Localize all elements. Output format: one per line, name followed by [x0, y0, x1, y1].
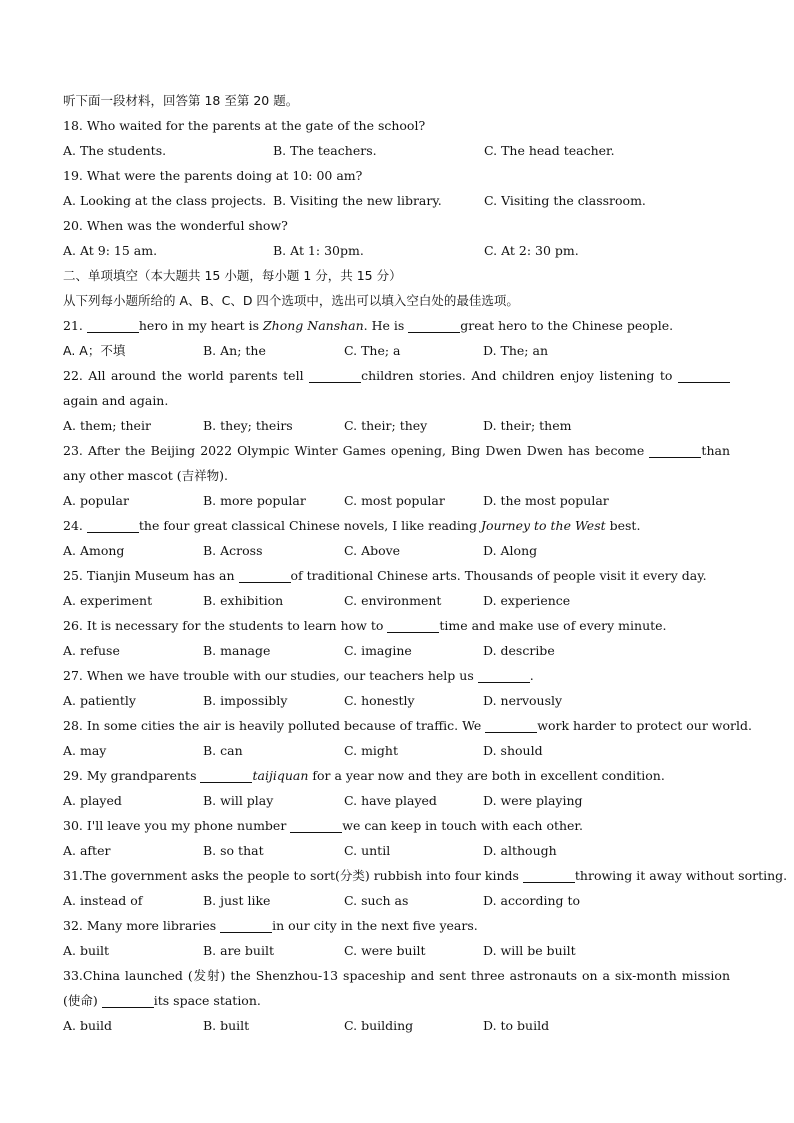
options-30: [63, 838, 730, 863]
question-text: the four great classical Chinese novels, I like reading: [138, 518, 481, 533]
question-text: children stories. And children enjoy listening to: [361, 368, 678, 383]
answer-blank: [290, 818, 342, 833]
option-d: D. describe: [483, 643, 555, 658]
options-29: [63, 788, 730, 813]
options-27: [63, 688, 730, 713]
option-a: A. built: [63, 943, 110, 958]
question-text: time and make use of every minute.: [439, 618, 667, 633]
option-c: C. their; they: [344, 418, 428, 433]
option-c: C. until: [344, 843, 391, 858]
option-a: A. after: [63, 843, 111, 858]
question-text: 26. It is necessary for the students to learn how to: [63, 618, 388, 633]
options-25: [63, 588, 730, 613]
question-text: hero in my heart is: [138, 318, 263, 333]
option-c: C. might: [344, 743, 398, 758]
question-text: 22. All around the world parents tell: [63, 368, 310, 383]
question-19: 19. What were the parents doing at 10: 00 am?: [63, 168, 363, 183]
answer-blank: [220, 918, 272, 933]
question-32: [63, 913, 730, 938]
option-a: A. Looking at the class projects.: [63, 193, 267, 208]
options-21: [63, 338, 730, 363]
options-22: [63, 413, 730, 438]
sport-name: taijiquan: [252, 768, 309, 783]
answer-blank: [387, 618, 439, 633]
answer-blank: [408, 318, 460, 333]
question-text: of traditional Chinese arts. Thousands of people visit it every day.: [290, 568, 707, 583]
options-20: [63, 238, 730, 263]
option-b: B. just like: [203, 893, 271, 908]
options-32: [63, 938, 730, 963]
option-c: C. The; a: [344, 343, 401, 358]
option-b: B. manage: [203, 643, 271, 658]
question-26: [63, 613, 730, 638]
question-text: best.: [605, 518, 641, 533]
option-a: A. popular: [63, 493, 129, 508]
options-23: [63, 488, 730, 513]
answer-blank: [478, 668, 530, 683]
option-a: A. build: [63, 1018, 113, 1033]
option-c: C. Visiting the classroom.: [484, 193, 646, 208]
option-b: B. built: [203, 1018, 250, 1033]
question-text: 25. Tianjin Museum has an: [63, 568, 239, 583]
option-d: D. to build: [483, 1018, 550, 1033]
option-c: C. environment: [344, 593, 442, 608]
question-text: 31.The government asks the people to sort(分类) rubbish into four kinds: [63, 868, 523, 883]
question-28: [63, 713, 752, 738]
option-b: B. exhibition: [203, 593, 284, 608]
question-text: 29. My grandparents: [63, 768, 201, 783]
answer-blank: [102, 993, 154, 1008]
answer-blank: [200, 768, 252, 783]
option-a: A. experiment: [63, 593, 153, 608]
question-27: [63, 663, 730, 688]
options-26: [63, 638, 730, 663]
option-a: A. may: [63, 743, 107, 758]
option-a: A. them; their: [63, 418, 151, 433]
question-text: 32. Many more libraries: [63, 918, 221, 933]
option-a: A. The students.: [63, 143, 167, 158]
question-text: 28. In some cities the air is heavily polluted because of traffic. We: [63, 718, 486, 733]
answer-blank: [649, 443, 701, 458]
option-c: C. have played: [344, 793, 437, 808]
question-29: [63, 763, 730, 788]
options-31: [63, 888, 730, 913]
option-b: B. they; theirs: [203, 418, 293, 433]
answer-blank: [87, 318, 139, 333]
options-33: [63, 1013, 730, 1038]
option-c: C. building: [344, 1018, 414, 1033]
question-text: 27. When we have trouble with our studies, our teachers help us: [63, 668, 478, 683]
option-a: A. A；不填: [63, 343, 126, 358]
option-a: A. refuse: [63, 643, 120, 658]
option-d: D. although: [483, 843, 557, 858]
question-number: 21.: [63, 318, 83, 333]
section-instruction: 从下列每小题所给的 A、B、C、D 四个选项中，选出可以填入空白处的最佳选项。: [63, 293, 519, 308]
answer-blank: [87, 518, 139, 533]
option-a: A. At 9: 15 am.: [63, 243, 158, 258]
question-text: work harder to protect our world.: [537, 718, 752, 733]
option-c: C. At 2: 30 pm.: [484, 243, 579, 258]
option-b: B. so that: [203, 843, 264, 858]
question-text: 30. I'll leave you my phone number: [63, 818, 291, 833]
option-a: A. patiently: [63, 693, 136, 708]
question-24: [63, 513, 730, 538]
option-c: C. Above: [344, 543, 401, 558]
question-31: [63, 863, 788, 888]
option-c: C. honestly: [344, 693, 415, 708]
option-c: C. such as: [344, 893, 409, 908]
question-21: [63, 313, 730, 338]
question-18: 18. Who waited for the parents at the gate of the school?: [63, 118, 426, 133]
option-d: D. should: [483, 743, 543, 758]
question-text: . He is: [363, 318, 409, 333]
question-text: throwing it away without sorting.: [574, 868, 788, 883]
question-22: [63, 363, 730, 413]
answer-blank: [309, 368, 361, 383]
option-d: D. their; them: [483, 418, 572, 433]
question-text: .: [529, 668, 534, 683]
option-b: B. more popular: [203, 493, 306, 508]
option-b: B. are built: [203, 943, 275, 958]
question-30: [63, 813, 730, 838]
option-d: D. experience: [483, 593, 571, 608]
question-text: great hero to the Chinese people.: [460, 318, 674, 333]
options-24: [63, 538, 730, 563]
question-text: again and again.: [63, 393, 169, 408]
option-c: C. The head teacher.: [484, 143, 615, 158]
question-33: [63, 963, 730, 1013]
answer-blank: [485, 718, 537, 733]
question-text: in our city in the next five years.: [272, 918, 478, 933]
option-b: B. At 1: 30pm.: [273, 243, 364, 258]
option-c: C. were built: [344, 943, 426, 958]
option-a: A. played: [63, 793, 122, 808]
question-20: 20. When was the wonderful show?: [63, 218, 288, 233]
question-text: 33.China launched (发射) the Shenzhou-13 spaceship and sent three astronauts on a six-month mission (使命): [63, 968, 730, 1008]
section-title: 二、单项填空（本大题共 15 小题，每小题 1 分，共 15 分）: [63, 268, 402, 283]
listening-intro: 听下面一段材料，回答第 18 至第 20 题。: [63, 93, 299, 108]
option-b: B. Across: [203, 543, 263, 558]
option-a: A. Among: [63, 543, 125, 558]
option-d: D. The; an: [483, 343, 548, 358]
option-b: B. can: [203, 743, 243, 758]
option-b: B. An; the: [203, 343, 266, 358]
option-d: D. the most popular: [483, 493, 609, 508]
option-b: B. The teachers.: [273, 143, 377, 158]
option-d: D. will be built: [483, 943, 576, 958]
answer-blank: [239, 568, 291, 583]
question-text: its space station.: [153, 993, 261, 1008]
option-d: D. were playing: [483, 793, 583, 808]
question-number: 24.: [63, 518, 83, 533]
option-c: C. most popular: [344, 493, 445, 508]
option-d: D. Along: [483, 543, 538, 558]
question-text: we can keep in touch with each other.: [342, 818, 584, 833]
book-title: Journey to the West: [480, 518, 606, 533]
question-25: [63, 563, 730, 588]
question-text: for a year now and they are both in excellent condition.: [308, 768, 665, 783]
option-d: D. according to: [483, 893, 581, 908]
options-18: [63, 138, 730, 163]
option-b: B. will play: [203, 793, 274, 808]
options-28: [63, 738, 730, 763]
option-b: B. Visiting the new library.: [273, 193, 442, 208]
question-text: than any other mascot (吉祥物).: [63, 443, 730, 483]
person-name: Zhong Nanshan: [262, 318, 364, 333]
answer-blank: [678, 368, 730, 383]
option-a: A. instead of: [63, 893, 143, 908]
exam-page: [63, 88, 788, 1038]
option-b: B. impossibly: [203, 693, 288, 708]
question-text: 23. After the Beijing 2022 Olympic Winter Games opening, Bing Dwen Dwen has become: [63, 443, 650, 458]
answer-blank: [523, 868, 575, 883]
option-d: D. nervously: [483, 693, 563, 708]
question-23: [63, 438, 730, 488]
option-c: C. imagine: [344, 643, 412, 658]
options-19: [63, 188, 730, 213]
